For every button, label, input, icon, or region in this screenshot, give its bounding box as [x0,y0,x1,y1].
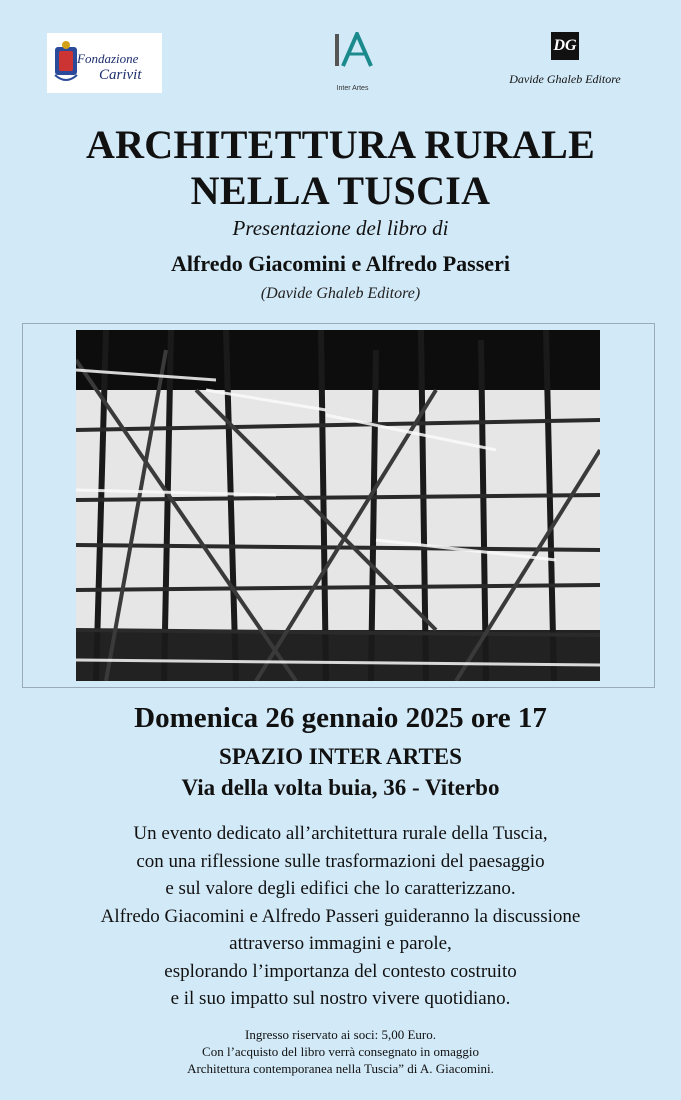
note-line: Con l’acquisto del libro verrà consegnato in omaggio [202,1044,479,1059]
note-line: Ingresso riservato ai soci: 5,00 Euro. [245,1027,436,1042]
fondazione-carivit-logo [47,33,162,93]
ia-icon [329,32,377,72]
title-line-1: ARCHITETTURA RURALE [85,122,596,167]
publisher: (Davide Ghaleb Editore) [260,285,421,302]
inter-artes-logo [325,32,380,92]
event-venue: SPAZIO INTER ARTES [219,744,462,769]
event-notes [0,1026,681,1077]
subtitle: Presentazione del libro di [232,216,449,240]
event-date: Domenica 26 gennaio 2025 ore 17 [134,702,547,734]
description-line: e il suo impatto sul nostro vivere quotidiano. [170,988,511,1009]
note-line: Architettura contemporanea nella Tuscia” di A. Giacomini. [187,1061,494,1076]
photo-frame [22,323,655,688]
scaffold-photo [76,330,600,681]
inter-artes-mark [325,32,380,79]
event-description [0,820,681,1013]
description-line: esplorando l’importanza del contesto costruito [164,960,517,982]
scaffold-photo-image [76,330,600,681]
event-address: Via della volta buia, 36 - Viterbo [181,775,500,800]
logo-bar [0,28,681,98]
description-line: Alfredo Giacomini e Alfredo Passeri guideranno la discussione [100,905,581,927]
dg-mark: DG [551,32,579,60]
title-line-2: NELLA TUSCIA [190,168,491,213]
description-line: con una riflessione sulle trasformazioni del paesaggio [136,850,545,872]
davide-ghaleb-label: Davide Ghaleb Editore [509,72,621,86]
page-title [0,122,681,214]
authors: Alfredo Giacomini e Alfredo Passeri [171,251,510,276]
davide-ghaleb-logo [495,32,635,92]
inter-artes-label: Inter Artes [336,85,369,92]
description-line: e sul valore degli edifici che lo caratterizzano. [165,878,516,899]
logo-left-line1: Fondazione [77,51,139,66]
description-line: Un evento dedicato all’architettura rurale della Tuscia, [133,823,548,844]
description-line: attraverso immagini e parole, [229,933,452,954]
logo-left-line2: Carivit [99,67,142,83]
